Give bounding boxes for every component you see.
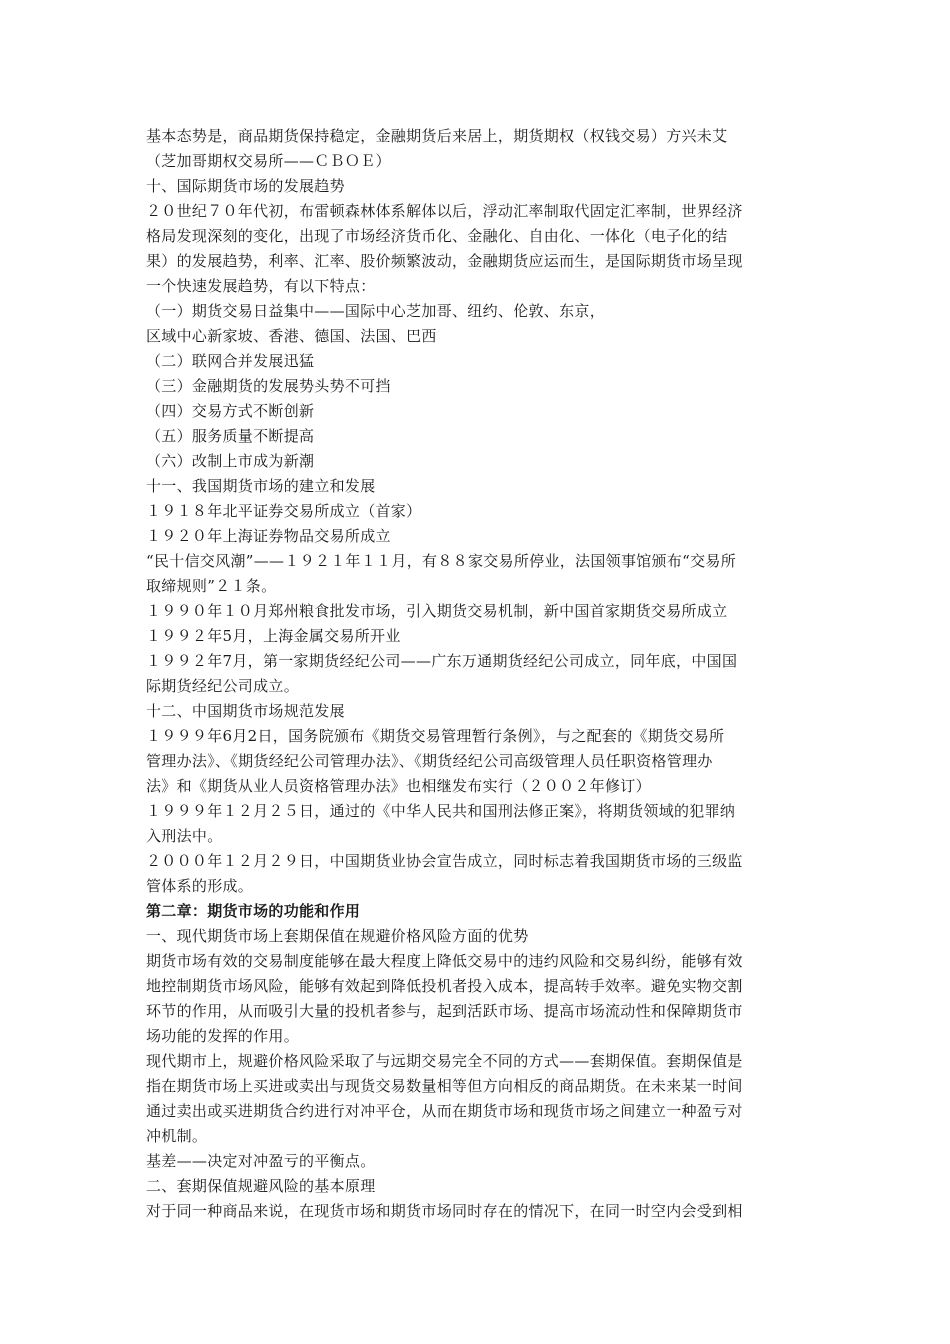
text-line: 现代期市上，规避价格风险采取了与远期交易完全不同的方式——套期保值。套期保值是 — [146, 1052, 743, 1070]
text-line: 际期货经纪公司成立。 — [146, 677, 300, 695]
text-line: （二）联网合并发展迅猛 — [146, 352, 315, 370]
text-line: 冲机制。 — [146, 1127, 208, 1145]
text-line: 一个快速发展趋势，有以下特点： — [146, 277, 376, 295]
text-line: （一）期货交易日益集中——国际中心芝加哥、纽约、伦敦、东京， — [146, 302, 606, 320]
text-line: （三）金融期货的发展势头势不可挡 — [146, 377, 391, 395]
text-line: １９１８年北平证券交易所成立（首家） — [146, 502, 422, 520]
text-line: （六）改制上市成为新潮 — [146, 452, 315, 470]
text-line: 指在期货市场上买进或卖出与现货交易数量相等但方向相反的商品期货。在未来某一时间 — [146, 1077, 743, 1095]
chapter-heading: 第二章：期货市场的功能和作用 — [146, 902, 361, 920]
text-line: 地控制期货市场风险，能够有效起到降低投机者投入成本，提高转手效率。避免实物交割 — [146, 977, 743, 995]
text-line: ２０００年１２月２９日，中国期货业协会宣告成立，同时标志着我国期货市场的三级监 — [146, 852, 743, 870]
text-line: 十二、中国期货市场规范发展 — [146, 702, 345, 720]
text-line: 场功能的发挥的作用。 — [146, 1027, 300, 1045]
text-line: 期货市场有效的交易制度能够在最大程度上降低交易中的违约风险和交易纠纷，能够有效 — [146, 952, 743, 970]
text-line: （四）交易方式不断创新 — [146, 402, 315, 420]
text-line: １９９９年6月2日，国务院颁布《期货交易管理暂行条例》，与之配套的《期货交易所 — [146, 727, 725, 745]
text-line: １９９９年１２月２５日，通过的《中华人民共和国刑法修正案》，将期货领域的犯罪纳 — [146, 802, 736, 820]
text-line: 对于同一种商品来说，在现货市场和期货市场同时存在的情况下，在同一时空内会受到相 — [146, 1202, 743, 1220]
text-line: 十、国际期货市场的发展趋势 — [146, 177, 345, 195]
text-line: 果）的发展趋势，利率、汇率、股价频繁波动，金融期货应运而生，是国际期货市场呈现 — [146, 252, 743, 270]
text-line: （五）服务质量不断提高 — [146, 427, 315, 445]
text-line: 通过卖出或买进期货合约进行对冲平仓，从而在期货市场和现货市场之间建立一种盈亏对 — [146, 1102, 743, 1120]
text-line: （芝加哥期权交易所——ＣＢＯＥ） — [146, 152, 391, 170]
text-line: 区域中心新家坡、香港、德国、法国、巴西 — [146, 327, 437, 345]
text-line: 格局发现深刻的变化，出现了市场经济货币化、金融化、自由化、一体化（电子化的结 — [146, 227, 728, 245]
text-line: “民十信交风潮”——１９２１年１１月，有８８家交易所停业，法国领事馆颁布“交易所 — [146, 552, 737, 570]
text-line: 一、现代期货市场上套期保值在规避价格风险方面的优势 — [146, 927, 529, 945]
text-line: １９９０年１０月郑州粮食批发市场，引入期货交易机制，新中国首家期货交易所成立 — [146, 602, 728, 620]
text-line: １９９２年7月，第一家期货经纪公司——广东万通期货经纪公司成立，同年底，中国国 — [146, 652, 738, 670]
text-line: １９２０年上海证券物品交易所成立 — [146, 527, 391, 545]
text-line: 法》和《期货从业人员资格管理办法》也相继发布实行（２００２年修订） — [146, 777, 651, 795]
text-line: 取缔规则”２１条。 — [146, 577, 277, 595]
text-line: 管理办法》、《期货经纪公司管理办法》、《期货经纪公司高级管理人员任职资格管理办 — [146, 752, 713, 770]
text-line: 基差——决定对冲盈亏的平衡点。 — [146, 1152, 376, 1170]
text-line: １９９２年5月，上海金属交易所开业 — [146, 627, 401, 645]
text-line: 管体系的形成。 — [146, 877, 254, 895]
text-line: 环节的作用，从而吸引大量的投机者参与，起到活跃市场、提高市场流动性和保障期货市 — [146, 1002, 743, 1020]
text-line: ２０世纪７０年代初，布雷顿森林体系解体以后，浮动汇率制取代固定汇率制，世界经济 — [146, 202, 743, 220]
text-line: 基本态势是，商品期货保持稳定，金融期货后来居上，期货期权（权钱交易）方兴未艾 — [146, 127, 728, 145]
document-body — [146, 124, 810, 1224]
text-line: 入刑法中。 — [146, 827, 223, 845]
text-line: 十一、我国期货市场的建立和发展 — [146, 477, 376, 495]
text-line: 二、套期保值规避风险的基本原理 — [146, 1177, 376, 1195]
